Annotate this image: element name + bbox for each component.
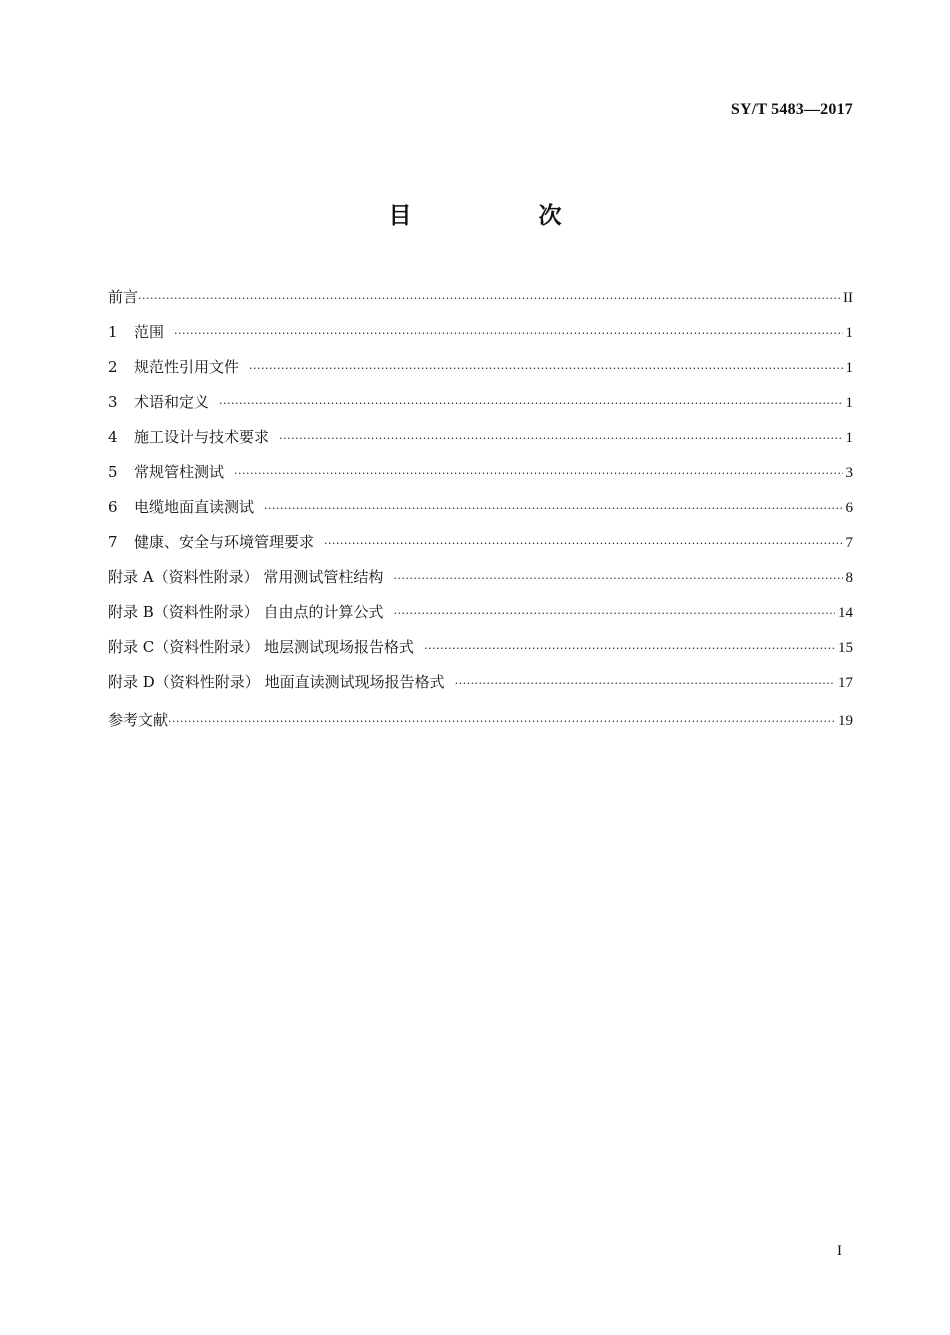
- toc-leader-dots: [393, 568, 842, 590]
- toc-entry-label: 前言: [108, 288, 139, 306]
- toc-entry-label: 施工设计与技术要求: [134, 428, 270, 446]
- page-number: I: [837, 1243, 842, 1259]
- toc-entry-label: 附录 D（资料性附录） 地面直读测试现场报告格式: [108, 673, 445, 691]
- toc-entry-page: 1: [845, 325, 853, 341]
- toc-entry-scope[interactable]: [108, 321, 853, 356]
- toc-entry-page: 15: [838, 640, 853, 656]
- toc-leader-dots: [455, 673, 835, 695]
- toc-entry-label: 范围: [134, 323, 165, 341]
- toc-entry-number: 6: [108, 498, 118, 516]
- toc-entry-page: 7: [845, 535, 853, 551]
- toc-entry-number: 7: [108, 533, 118, 551]
- toc-entry-label: 电缆地面直读测试: [134, 498, 255, 516]
- toc-entry-appendix-c[interactable]: [108, 636, 853, 671]
- toc-entry-label: 健康、安全与环境管理要求: [134, 533, 315, 551]
- toc-entry-page: 17: [838, 675, 853, 691]
- toc-entry-page: 8: [845, 570, 853, 586]
- toc-leader-dots: [424, 638, 835, 660]
- page-title: 目 次: [388, 203, 614, 229]
- toc-entry-cable-surface-readout[interactable]: [108, 496, 853, 531]
- toc-entry-appendix-b[interactable]: [108, 601, 853, 636]
- toc-entry-number: 5: [108, 463, 118, 481]
- toc-leader-dots: [394, 603, 835, 625]
- toc-leader-dots: [219, 393, 842, 415]
- toc-leader-dots: [324, 533, 842, 555]
- toc-leader-dots: [264, 498, 842, 520]
- toc-entry-bibliography[interactable]: [108, 709, 853, 744]
- toc-entry-label: 参考文献: [108, 711, 169, 729]
- standard-code: SY/T 5483—2017: [730, 101, 853, 118]
- toc-entry-page: 3: [845, 465, 853, 481]
- toc-entry-label: 规范性引用文件: [134, 358, 240, 376]
- toc-entry-page: 6: [845, 500, 853, 516]
- toc-entry-appendix-a[interactable]: [108, 566, 853, 601]
- toc-entry-terms-definitions[interactable]: [108, 391, 853, 426]
- toc-entry-page: 1: [845, 360, 853, 376]
- toc-leader-dots: [234, 463, 842, 485]
- toc-leader-dots: [249, 358, 842, 380]
- toc-entry-page: II: [843, 290, 853, 306]
- table-of-contents: [108, 286, 853, 744]
- toc-entry-page: 1: [845, 430, 853, 446]
- toc-leader-dots: [168, 711, 835, 733]
- toc-entry-design-requirements[interactable]: [108, 426, 853, 461]
- toc-entry-conventional-string-test[interactable]: [108, 461, 853, 496]
- toc-entry-label: 术语和定义: [134, 393, 210, 411]
- toc-entry-page: 19: [838, 713, 853, 729]
- toc-entry-label: 常规管柱测试: [134, 463, 225, 481]
- toc-entry-number: 4: [108, 428, 118, 446]
- toc-entry-number: 3: [108, 393, 118, 411]
- toc-entry-label: 附录 C（资料性附录） 地层测试现场报告格式: [108, 638, 415, 656]
- toc-entry-normative-references[interactable]: [108, 356, 853, 391]
- toc-entry-appendix-d[interactable]: [108, 671, 853, 709]
- toc-entry-preface[interactable]: [108, 286, 853, 321]
- toc-entry-page: 14: [838, 605, 853, 621]
- toc-entry-label: 附录 B（资料性附录） 自由点的计算公式: [108, 603, 384, 621]
- toc-leader-dots: [138, 288, 840, 310]
- toc-entry-number: 1: [108, 323, 118, 341]
- toc-entry-label: 附录 A（资料性附录） 常用测试管柱结构: [108, 568, 384, 586]
- toc-entry-number: 2: [108, 358, 118, 376]
- toc-leader-dots: [279, 428, 842, 450]
- toc-entry-hse-requirements[interactable]: [108, 531, 853, 566]
- toc-leader-dots: [174, 323, 842, 345]
- toc-entry-page: 1: [845, 395, 853, 411]
